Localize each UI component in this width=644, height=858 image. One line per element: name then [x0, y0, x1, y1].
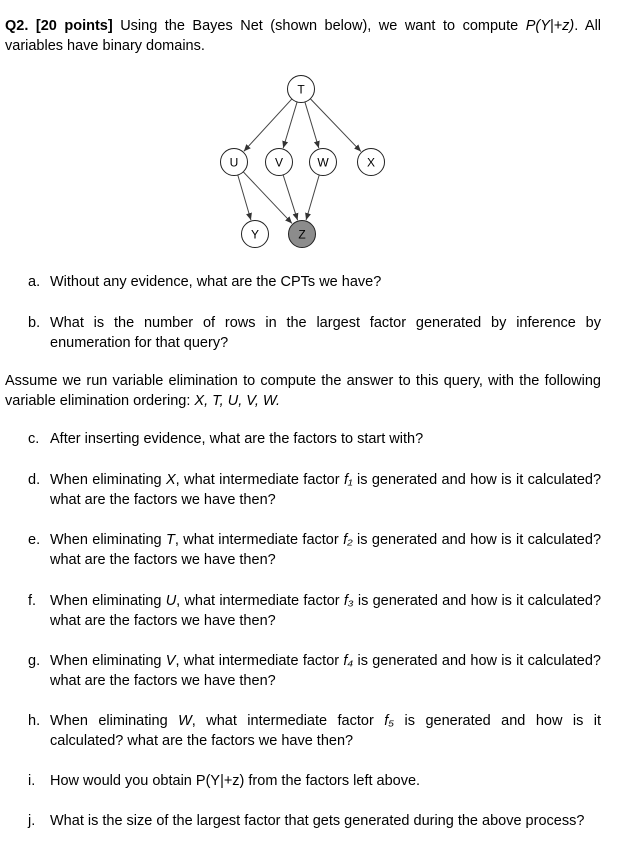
question-c: [28, 429, 601, 449]
question-e: [28, 530, 601, 570]
edges: [238, 99, 361, 224]
question-text: How would you obtain P(Y|+z) from the factors left above.: [50, 773, 421, 789]
intro-text-end: . All variables have binary domains.: [5, 18, 602, 54]
question-label: h.: [28, 713, 41, 729]
question-i: [28, 771, 601, 791]
question-label: i.: [28, 773, 36, 789]
question-number: Q2.: [5, 18, 29, 34]
nodes: [221, 76, 385, 248]
intro-text: Using the Bayes Net (shown below), we want to compute: [120, 18, 519, 34]
question-label: f.: [28, 593, 37, 609]
node-z: [289, 221, 316, 248]
question-text: What is the size of the largest factor that gets generated during the above process?: [50, 813, 585, 829]
question-f: [28, 591, 601, 631]
bayes-net-diagram: [0, 0, 644, 260]
factor-symbol: f₁: [343, 472, 353, 488]
factor-symbol: f₄: [343, 653, 354, 669]
question-j: [28, 811, 601, 831]
node-t: [288, 76, 315, 103]
question-text: When eliminating U, what intermediate factor f₃ is generated and how is it calculated? what are the factors we have then?: [50, 593, 602, 629]
question-text: After inserting evidence, what are the factors to start with?: [50, 431, 424, 447]
question-b: [28, 313, 601, 353]
node-x: [358, 149, 385, 176]
question-label: b.: [28, 315, 41, 331]
edge-w-z: [306, 175, 319, 220]
node-label: W: [317, 155, 329, 170]
factor-symbol: f₂: [343, 532, 353, 548]
question-text: What is the number of rows in the largest factor generated by inference by enumeration for that query?: [50, 315, 601, 351]
factor-symbol: f₃: [343, 593, 354, 609]
assumption-paragraph: [5, 371, 601, 411]
question-label: j.: [28, 813, 36, 829]
question-label: c.: [28, 431, 40, 447]
node-label: Z: [298, 227, 306, 242]
edge-t-v: [283, 102, 297, 148]
eliminated-variable: U: [165, 593, 177, 609]
edge-v-z: [283, 175, 297, 220]
elimination-ordering: X, T, U, V, W.: [194, 393, 281, 409]
question-h: [28, 711, 601, 751]
eliminated-variable: X: [166, 472, 176, 488]
question-text: When eliminating T, what intermediate factor f₂ is generated and how is it calculated? what are the factors we have then?: [50, 532, 602, 568]
question-points: [20 points]: [35, 18, 113, 34]
question-text: Without any evidence, what are the CPTs we have?: [50, 274, 382, 290]
node-label: T: [297, 82, 305, 97]
eliminated-variable: T: [165, 532, 175, 548]
node-label: V: [274, 155, 284, 170]
node-label: U: [229, 155, 239, 170]
question-label: e.: [28, 532, 41, 548]
node-y: [242, 221, 269, 248]
edge-u-y: [238, 175, 251, 220]
query-expression: P(Y|+z): [525, 18, 575, 34]
question-text: When eliminating V, what intermediate factor f₄ is generated and how is it calculated? what are the factors we have then?: [50, 653, 601, 689]
question-g: [28, 651, 601, 691]
node-label: Y: [250, 227, 260, 242]
node-w: [310, 149, 337, 176]
question-a: [28, 272, 601, 292]
question-text: When eliminating X, what intermediate factor f₁ is generated and how is it calculated? what are the factors we have then?: [50, 472, 602, 508]
edge-t-w: [305, 102, 319, 148]
eliminated-variable: W: [178, 713, 192, 729]
factor-symbol: f₅: [384, 713, 395, 729]
node-label: X: [366, 155, 376, 170]
assumption-text: Assume we run variable elimination to compute the answer to this query, with the following variable elimination ordering:: [5, 373, 601, 409]
node-u: [221, 149, 248, 176]
node-v: [266, 149, 293, 176]
eliminated-variable: V: [165, 653, 176, 669]
question-text: When eliminating W, what intermediate factor f₅ is generated and how is it calculated? what are the factors we have then?: [50, 713, 602, 749]
question-label: d.: [28, 472, 41, 488]
question-label: a.: [28, 274, 41, 290]
question-d: [28, 470, 601, 510]
question-label: g.: [28, 653, 41, 669]
